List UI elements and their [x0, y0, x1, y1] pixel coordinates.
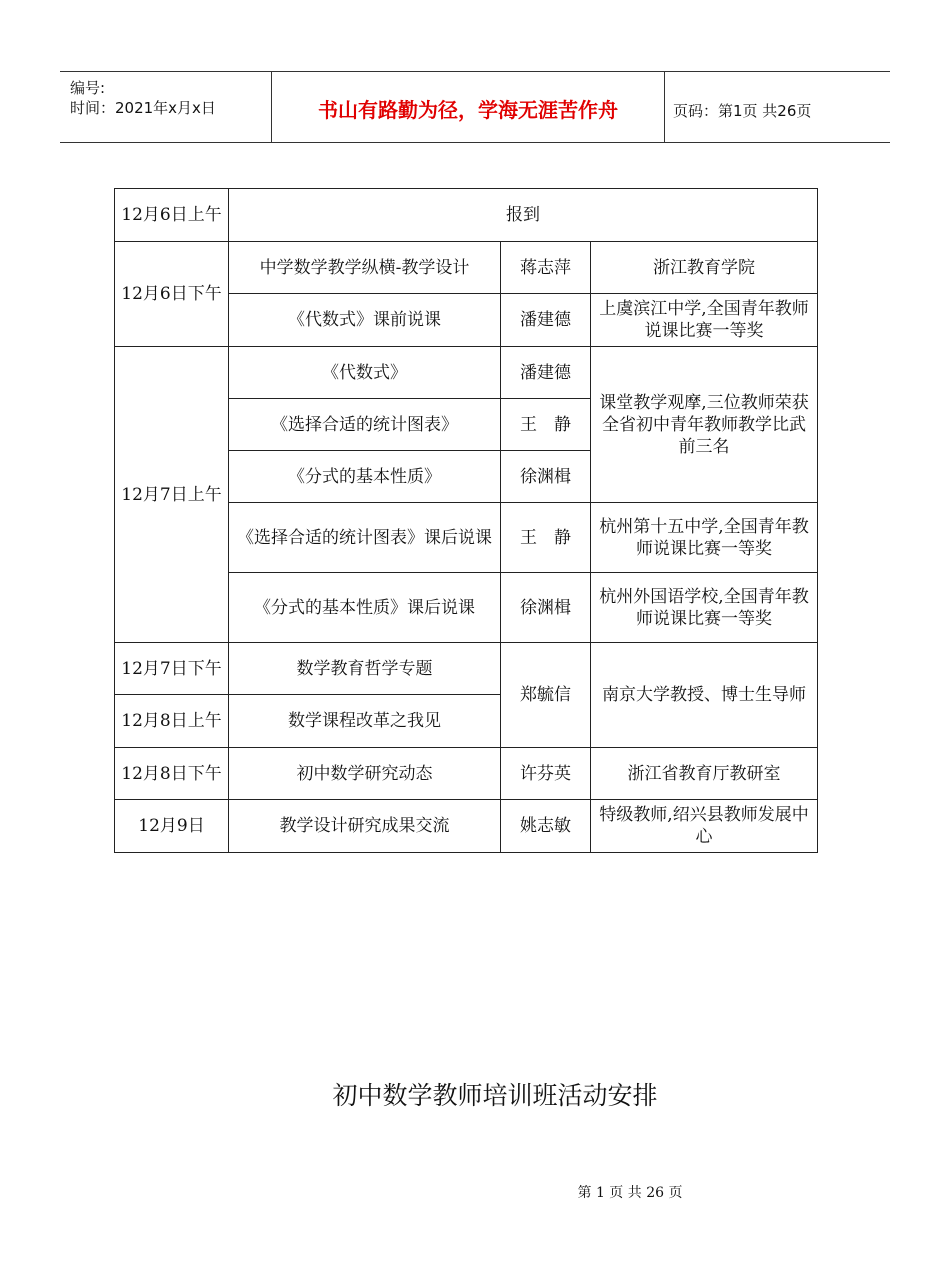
topic-cell: 《分式的基本性质》课后说课 [229, 573, 501, 643]
page-footer: 第 1 页 共 26 页 [577, 1185, 683, 1201]
date-cell: 12月7日上午 [115, 347, 229, 643]
speaker-cell: 蒋志萍 [501, 242, 591, 294]
note-cell: 杭州第十五中学,全国青年教师说课比赛一等奖 [591, 503, 818, 573]
speaker-cell: 潘建德 [501, 347, 591, 399]
table-row [115, 242, 818, 294]
topic-cell: 《分式的基本性质》 [229, 451, 501, 503]
number-label: 编号: [70, 79, 106, 97]
speaker-cell: 王 静 [501, 503, 591, 573]
topic-cell: 数学课程改革之我见 [229, 695, 501, 748]
date-cell: 12月8日下午 [115, 748, 229, 800]
note-cell: 浙江教育学院 [591, 242, 818, 294]
topic-cell: 数学教育哲学专题 [229, 643, 501, 695]
speaker-cell: 姚志敏 [501, 800, 591, 853]
topic-cell: 报到 [229, 189, 818, 242]
speaker-cell: 潘建德 [501, 294, 591, 347]
header-divider-right [664, 72, 665, 143]
topic-cell: 中学数学教学纵横-教学设计 [229, 242, 501, 294]
note-cell: 特级教师,绍兴县教师发展中心 [591, 800, 818, 853]
topic-cell: 初中数学研究动态 [229, 748, 501, 800]
note-cell: 浙江省教育厅教研室 [591, 748, 818, 800]
date-cell: 12月6日上午 [115, 189, 229, 242]
note-cell: 南京大学教授、博士生导师 [591, 643, 818, 748]
table-row [115, 189, 818, 242]
topic-cell: 《代数式》课前说课 [229, 294, 501, 347]
speaker-cell: 王 静 [501, 399, 591, 451]
table-row [115, 347, 818, 399]
time-label: 时间：2021年x月x日 [70, 99, 216, 117]
topic-cell: 《代数式》 [229, 347, 501, 399]
date-cell: 12月9日 [115, 800, 229, 853]
note-cell: 杭州外国语学校,全国青年教师说课比赛一等奖 [591, 573, 818, 643]
speaker-cell: 徐渊楫 [501, 573, 591, 643]
schedule-table [114, 188, 818, 853]
date-cell: 12月7日下午 [115, 643, 229, 695]
topic-cell: 《选择合适的统计图表》 [229, 399, 501, 451]
topic-cell: 教学设计研究成果交流 [229, 800, 501, 853]
note-cell: 上虞滨江中学,全国青年教师说课比赛一等奖 [591, 294, 818, 347]
table-row [115, 800, 818, 853]
speaker-cell: 郑毓信 [501, 643, 591, 748]
header-bottom-rule [60, 142, 890, 143]
speaker-cell: 徐渊楫 [501, 451, 591, 503]
table-row [115, 643, 818, 695]
note-cell: 课堂教学观摩,三位教师荣获全省初中青年教师教学比武前三名 [591, 347, 818, 503]
document-title: 初中数学教师培训班活动安排 [332, 1081, 658, 1110]
topic-cell: 《选择合适的统计图表》课后说课 [229, 503, 501, 573]
date-cell: 12月8日上午 [115, 695, 229, 748]
motto: 书山有路勤为径，学海无涯苦作舟 [318, 98, 618, 122]
date-cell: 12月6日下午 [115, 242, 229, 347]
page-info: 页码：第1页 共26页 [673, 102, 812, 120]
table-row [115, 748, 818, 800]
header-top-rule [60, 71, 890, 72]
speaker-cell: 许芬英 [501, 748, 591, 800]
